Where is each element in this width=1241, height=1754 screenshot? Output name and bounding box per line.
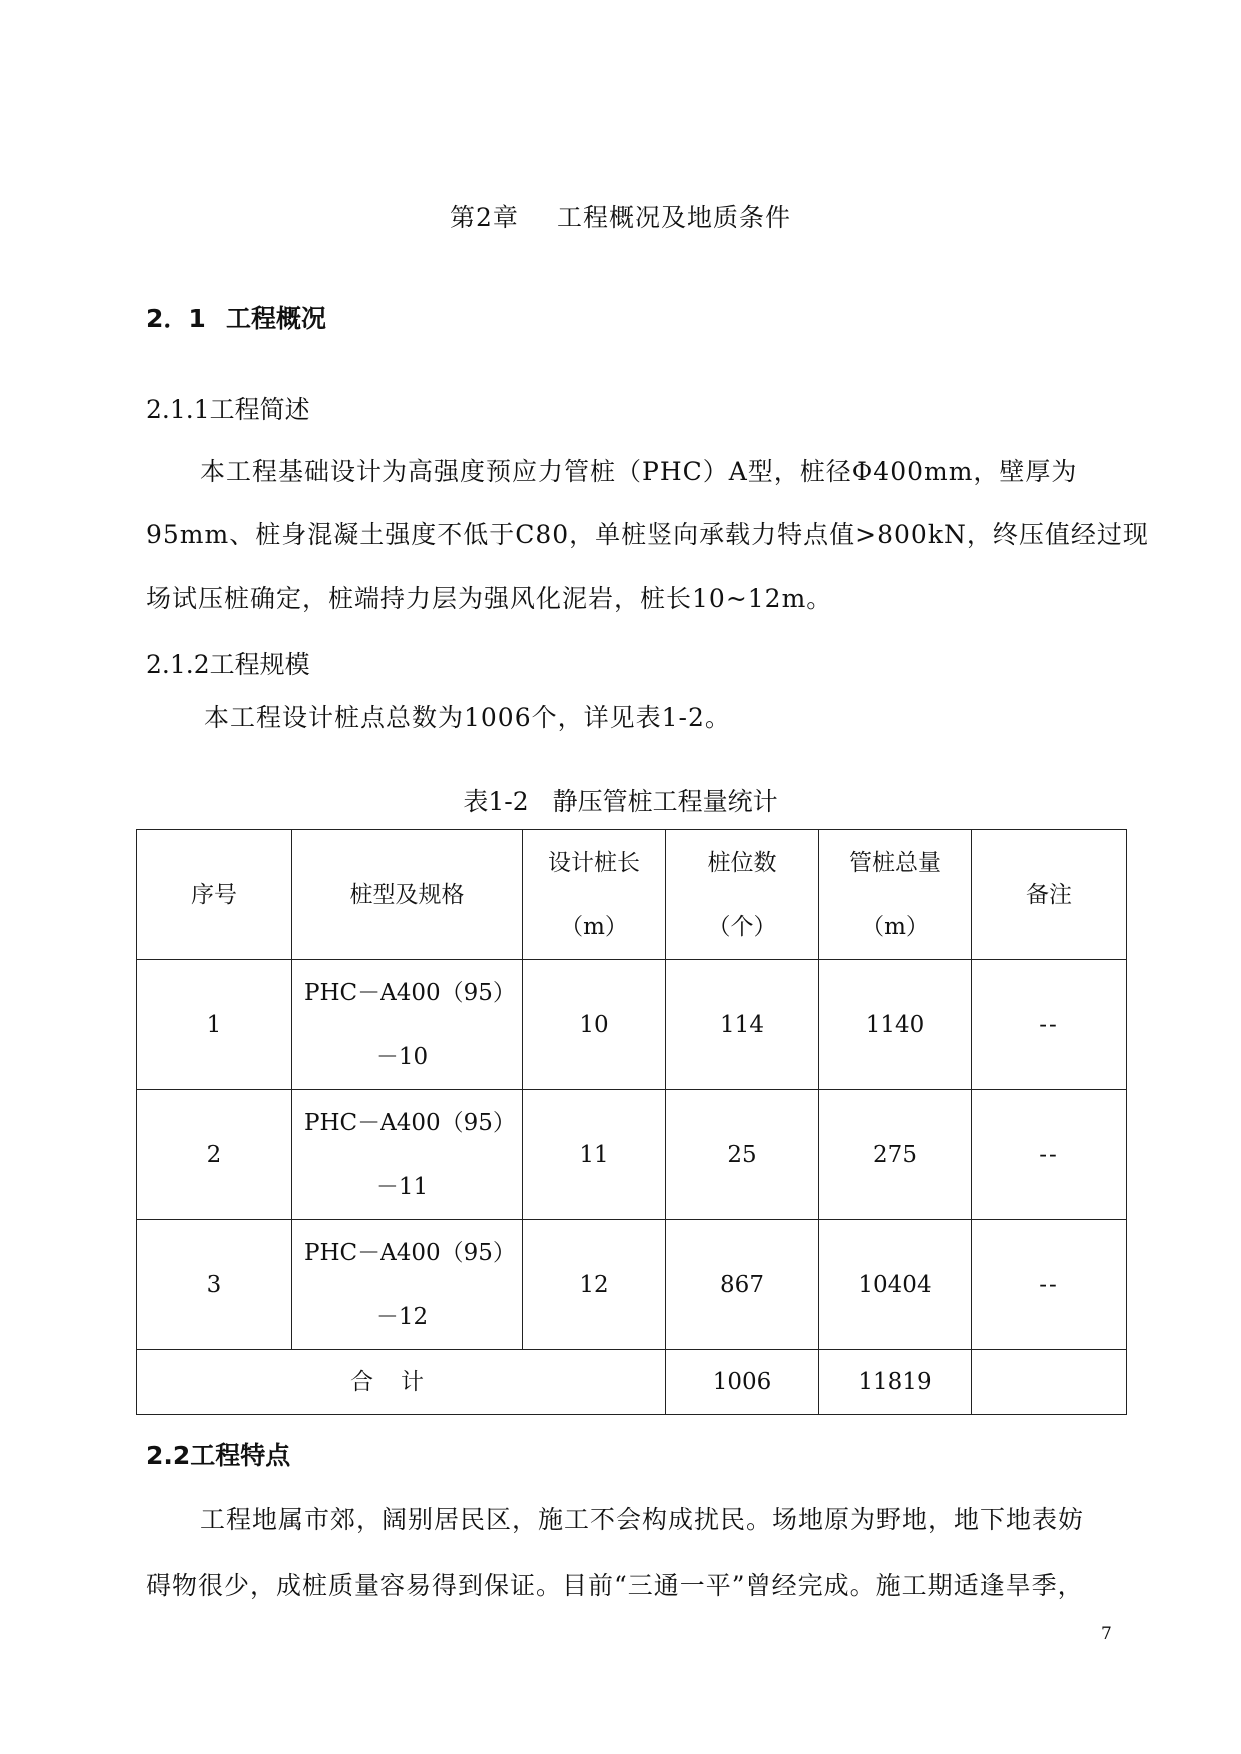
table-row (137, 1090, 1127, 1220)
header-index: 序号 (137, 830, 292, 960)
paragraph-line: 工程地属市郊，阔别居民区，施工不会构成扰民。场地原为野地，地下地表妨 (200, 1505, 1085, 1534)
section-title: 工程概况 (226, 304, 327, 333)
chapter-title: 工程概况及地质条件 (556, 203, 791, 232)
cell-note: -- (972, 1090, 1127, 1220)
paragraph-line: 95mm、桩身混凝土强度不低于C80，单桩竖向承载力特点值>800kN，终压值经过现 (146, 520, 1149, 549)
cell-spec-line: PHC－A400（95） (304, 979, 516, 1006)
paragraph-line: 碍物很少，成桩质量容易得到保证。目前“三通一平”曾经完成。施工期适逢旱季， (146, 1571, 1084, 1600)
cell-spec-line: PHC－A400（95） (304, 1239, 516, 1266)
table-total-row (137, 1350, 1127, 1415)
cell-count: 114 (666, 960, 819, 1090)
total-length: 11819 (819, 1350, 972, 1415)
cell-spec (292, 960, 523, 1090)
cell-index: 2 (137, 1090, 292, 1220)
paragraph-line: 本工程基础设计为高强度预应力管桩（PHC）A型，桩径Φ400mm，壁厚为 (200, 457, 1078, 486)
cell-note: -- (972, 1220, 1127, 1350)
table-header-row (137, 830, 1127, 960)
header-total (819, 830, 972, 960)
cell-spec-line: －11 (375, 1173, 429, 1200)
header-type: 桩型及规格 (292, 830, 523, 960)
chapter-heading (0, 198, 1241, 234)
cell-spec (292, 1090, 523, 1220)
header-length-label: 设计桩长 (548, 849, 640, 876)
header-length-unit: （m） (560, 913, 628, 940)
cell-spec (292, 1220, 523, 1350)
chapter-number: 第2章 (450, 203, 519, 232)
header-count (666, 830, 819, 960)
table-row (137, 1220, 1127, 1350)
section-heading-2-1 (146, 299, 326, 335)
cell-note: -- (972, 960, 1127, 1090)
cell-spec-line: －12 (375, 1303, 429, 1330)
paragraph-line: 场试压桩确定，桩端持力层为强风化泥岩，桩长10~12m。 (146, 584, 833, 613)
cell-total: 275 (819, 1090, 972, 1220)
header-note: 备注 (972, 830, 1127, 960)
total-note (972, 1350, 1127, 1415)
header-count-label: 桩位数 (707, 849, 777, 876)
cell-total: 1140 (819, 960, 972, 1090)
cell-count: 25 (666, 1090, 819, 1220)
table-row (137, 960, 1127, 1090)
header-total-label: 管桩总量 (849, 849, 941, 876)
paragraph-line: 本工程设计桩点总数为1006个，详见表1-2。 (204, 703, 731, 732)
table-caption-number: 表1-2 (463, 787, 529, 816)
cell-length: 11 (523, 1090, 666, 1220)
total-count: 1006 (666, 1350, 819, 1415)
pile-quantity-table (136, 829, 1127, 1415)
subsection-heading-2-1-1: 2.1.1工程简述 (146, 395, 310, 424)
cell-total: 10404 (819, 1220, 972, 1350)
header-count-unit: （个） (707, 913, 777, 940)
header-length (523, 830, 666, 960)
table-caption-title: 静压管桩工程量统计 (552, 787, 778, 816)
cell-length: 10 (523, 960, 666, 1090)
header-total-unit: （m） (861, 913, 929, 940)
cell-spec-line: －10 (375, 1043, 429, 1070)
cell-count: 867 (666, 1220, 819, 1350)
cell-length: 12 (523, 1220, 666, 1350)
table-caption (0, 782, 1241, 818)
cell-spec-line: PHC－A400（95） (304, 1109, 516, 1136)
cell-index: 3 (137, 1220, 292, 1350)
section-heading-2-2: 2.2工程特点 (146, 1441, 291, 1470)
total-label: 合计 (137, 1350, 666, 1415)
section-number: 2．1 (146, 304, 206, 333)
subsection-heading-2-1-2: 2.1.2工程规模 (146, 650, 310, 679)
page-number: 7 (1101, 1624, 1112, 1644)
cell-index: 1 (137, 960, 292, 1090)
